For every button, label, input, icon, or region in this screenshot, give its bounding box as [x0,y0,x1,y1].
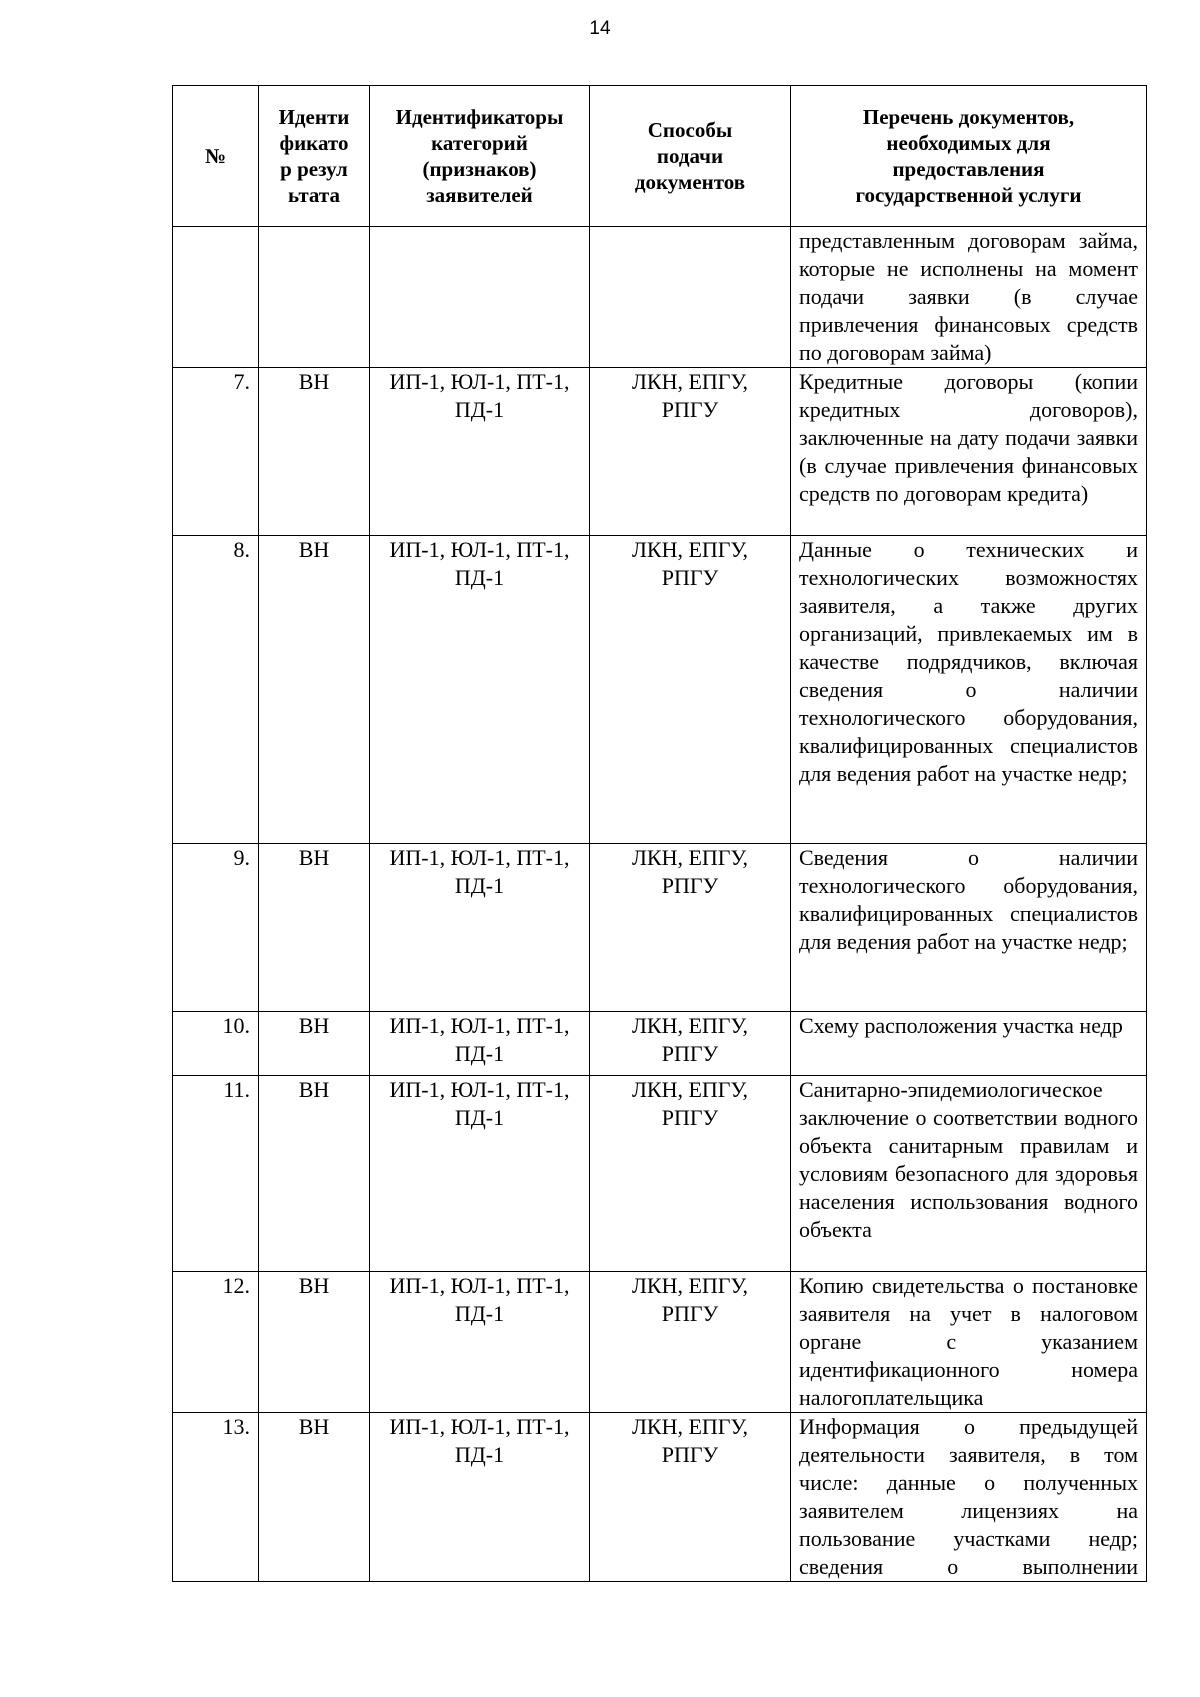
header-result-id-text: Идентификатор результата [278,105,350,207]
header-num: № [173,86,259,227]
table-row [173,1272,1147,1413]
cell-category-ids: ИП-1, ЮЛ-1, ПТ-1, ПД-1 [370,368,590,536]
cell-methods: ЛКН, ЕПГУ, РПГУ [590,844,791,1012]
cell-category-ids [370,227,590,368]
cell-documents: Данные о технических и технологических возможностях заявителя, а также других организаций, привлекаемых им в качестве подрядчиков, включая сведения о наличии технологического оборудования, квалифицированных специалистов для ведения работ на участке недр; [791,536,1147,844]
cell-num: 9. [173,844,259,1012]
cell-documents: Информация о предыдущей деятельности заявителя, в том числе: данные о полученных заявителем лицензиях на пользование участками недр; сведения о выполнении [791,1413,1147,1582]
table-row [173,844,1147,1012]
table-row [173,1076,1147,1272]
cell-num: 8. [173,536,259,844]
header-documents-text: Перечень документов, необходимых для предоставления государственной услуги [855,105,1082,207]
cell-methods: ЛКН, ЕПГУ, РПГУ [590,1413,791,1582]
cell-category-ids: ИП-1, ЮЛ-1, ПТ-1, ПД-1 [370,1272,590,1413]
table-row-continuation [173,227,1147,368]
cell-methods: ЛКН, ЕПГУ, РПГУ [590,1076,791,1272]
header-methods [590,86,791,227]
cell-category-ids: ИП-1, ЮЛ-1, ПТ-1, ПД-1 [370,1076,590,1272]
cell-num: 13. [173,1413,259,1582]
cell-methods: ЛКН, ЕПГУ, РПГУ [590,1012,791,1076]
cell-result-id: ВН [259,1012,370,1076]
page-number: 14 [589,18,611,39]
header-result-id [259,86,370,227]
table-row [173,536,1147,844]
cell-documents: представленным договорам займа, которые не исполнены на момент подачи заявки (в случае привлечения финансовых средств по договорам займа) [791,227,1147,368]
cell-result-id: ВН [259,368,370,536]
cell-result-id: ВН [259,1076,370,1272]
cell-methods: ЛКН, ЕПГУ, РПГУ [590,536,791,844]
header-category-ids [370,86,590,227]
cell-methods: ЛКН, ЕПГУ, РПГУ [590,368,791,536]
header-category-ids-text: Идентификаторы категорий (признаков) заявителей [395,105,564,207]
cell-category-ids: ИП-1, ЮЛ-1, ПТ-1, ПД-1 [370,1413,590,1582]
table-header-row [173,86,1147,227]
cell-documents: Кредитные договоры (копии кредитных договоров), заключенные на дату подачи заявки (в случае привлечения финансовых средств по договорам кредита) [791,368,1147,536]
documents-table [172,85,1147,1582]
cell-category-ids: ИП-1, ЮЛ-1, ПТ-1, ПД-1 [370,536,590,844]
cell-num: 11. [173,1076,259,1272]
cell-num: 12. [173,1272,259,1413]
cell-methods [590,227,791,368]
header-documents [791,86,1147,227]
header-methods-text: Способы подачи документов [634,118,746,194]
cell-documents: Схему расположения участка недр [791,1012,1147,1076]
table-row [173,1413,1147,1582]
cell-num: 7. [173,368,259,536]
cell-documents: Сведения о наличии технологического оборудования, квалифицированных специалистов для ведения работ на участке недр; [791,844,1147,1012]
cell-num [173,227,259,368]
cell-documents: Санитарно-эпидемиологическое заключение о соответствии водного объекта санитарным правилам и условиям безопасного для здоровья населения использования водного объекта [791,1076,1147,1272]
cell-methods: ЛКН, ЕПГУ, РПГУ [590,1272,791,1413]
cell-result-id [259,227,370,368]
table-row [173,1012,1147,1076]
cell-category-ids: ИП-1, ЮЛ-1, ПТ-1, ПД-1 [370,1012,590,1076]
table-row [173,368,1147,536]
cell-documents: Копию свидетельства о постановке заявителя на учет в налоговом органе с указанием идентификационного номера налогоплательщика [791,1272,1147,1413]
cell-num: 10. [173,1012,259,1076]
cell-result-id: ВН [259,1413,370,1582]
cell-category-ids: ИП-1, ЮЛ-1, ПТ-1, ПД-1 [370,844,590,1012]
cell-result-id: ВН [259,536,370,844]
cell-result-id: ВН [259,1272,370,1413]
cell-result-id: ВН [259,844,370,1012]
